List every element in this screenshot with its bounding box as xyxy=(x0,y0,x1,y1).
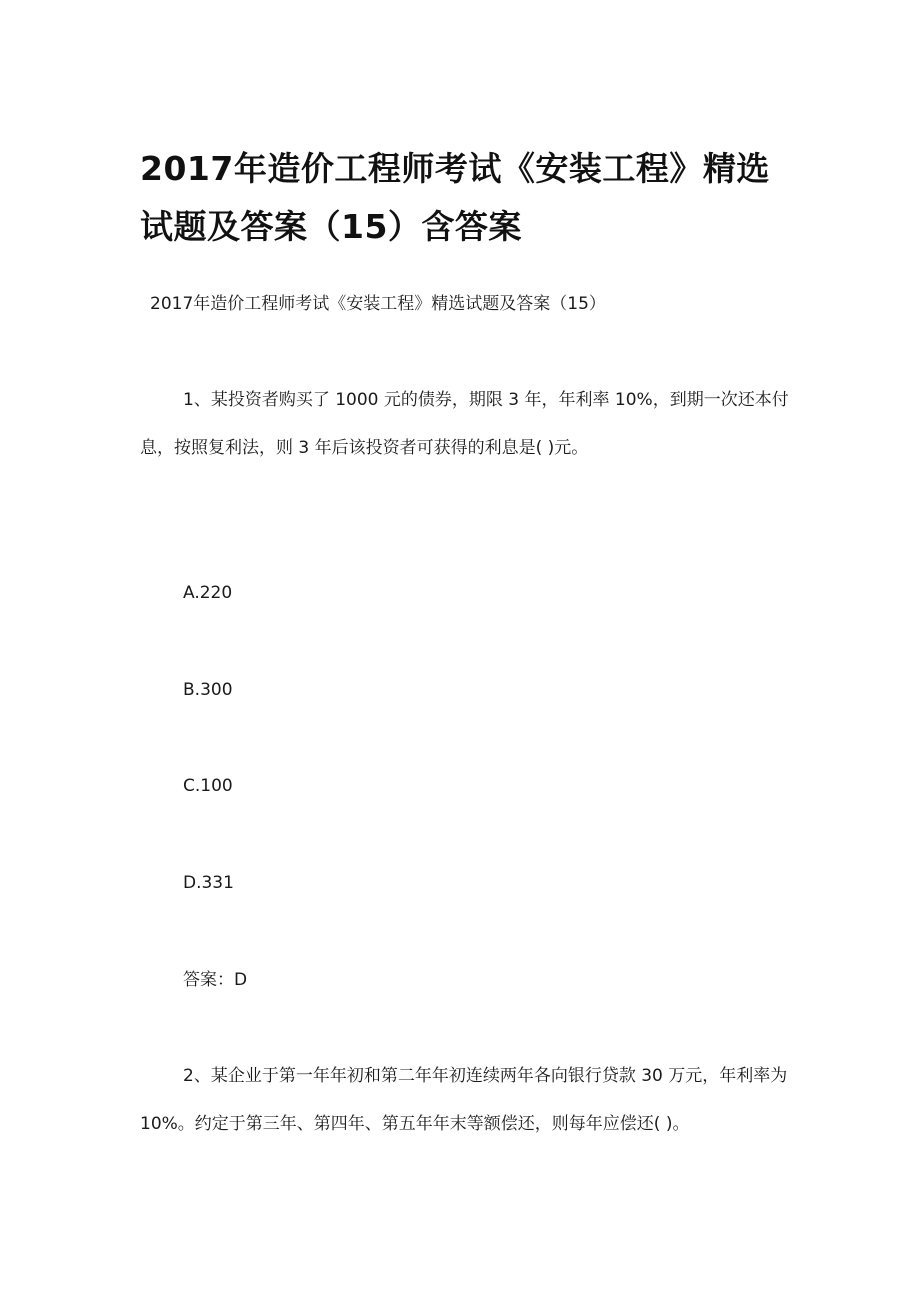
question-1-option-a: A.220 xyxy=(183,583,233,603)
document-title: 2017年造价工程师考试《安装工程》精选试题及答案（15）含答案 xyxy=(140,149,770,246)
document-subtitle: 2017年造价工程师考试《安装工程》精选试题及答案（15） xyxy=(150,294,606,314)
question-1-answer: 答案：D xyxy=(183,970,248,990)
question-1-option-d: D.331 xyxy=(183,873,234,893)
question-1-option-c: C.100 xyxy=(183,776,233,796)
question-1-option-b: B.300 xyxy=(183,680,233,700)
question-2-text: 2、某企业于第一年年初和第二年年初连续两年各向银行贷款 30 万元，年利率为 10%。约定于第三年、第四年、第五年年末等额偿还，则每年应偿还( )。 xyxy=(140,1066,788,1134)
question-1-text: 1、某投资者购买了 1000 元的债券，期限 3 年，年利率 10%，到期一次还本付息，按照复利法，则 3 年后该投资者可获得的利息是( )元。 xyxy=(140,390,789,458)
